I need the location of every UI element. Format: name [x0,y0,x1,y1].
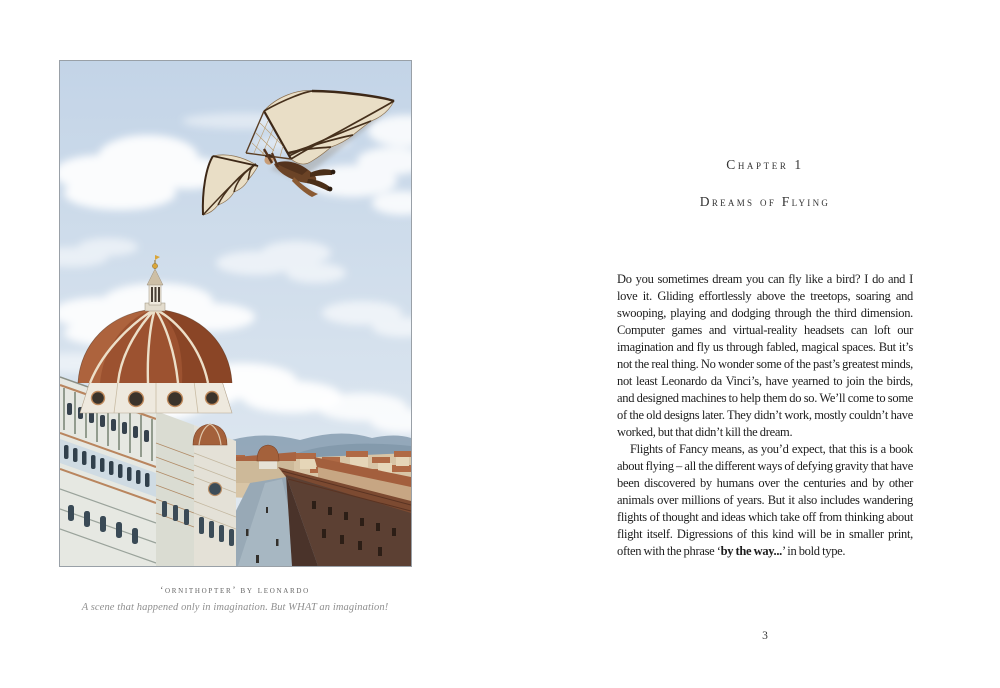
chapter-title: Dreams of Flying [699,194,831,209]
foreground-buildings [278,457,411,566]
paragraph-2-tail: ’ in bold type. [782,544,846,558]
chapter-label: Chapter 1 [726,157,804,172]
paragraph-2-text: Flights of Fancy means, as you’d expect, that this is a book about flying – all the different ways of defying gravity that have been discovered by humans over the centuries and by other animals over millions of years. But it also includes wandering flights of thought and ideas which take off from thinking about flight itself. Digressions of this kind will be in smaller print, often with the phrase ‘ [617,442,913,558]
dome-drum [80,381,232,413]
body-text [617,271,913,560]
paragraph-1: Do you sometimes dream you can fly like a bird? I do and I love it. Gliding effortlessly above the treetops, soaring and swooping, playing and dodging through the third dimension. Computer games and virtual-reality headsets can loft our imagination and fly us through fabled, magical spaces. But it’s not the real thing. No wonder some of the past’s greatest minds, not least Leonardo da Vinci’s, have yearned to join the birds, and designed machines to help them do so. We’ll come to some of the old designs later. They didn’t work, mostly couldn’t have worked, but that didn’t kill the dream. [617,272,913,439]
right-page [500,0,1000,688]
gold-ball [152,263,157,268]
caption-title: ‘ornithopter’ by leonardo [160,586,310,596]
ornithopter-illustration [60,61,411,566]
illustration-frame [59,60,412,567]
page-number: 3 [762,630,768,642]
paragraph-2 [617,441,913,560]
paragraph-2-bold-phrase: by the way... [720,544,783,558]
caption-subtitle: A scene that happened only in imagination. But WHAT an imagination! [81,602,389,613]
